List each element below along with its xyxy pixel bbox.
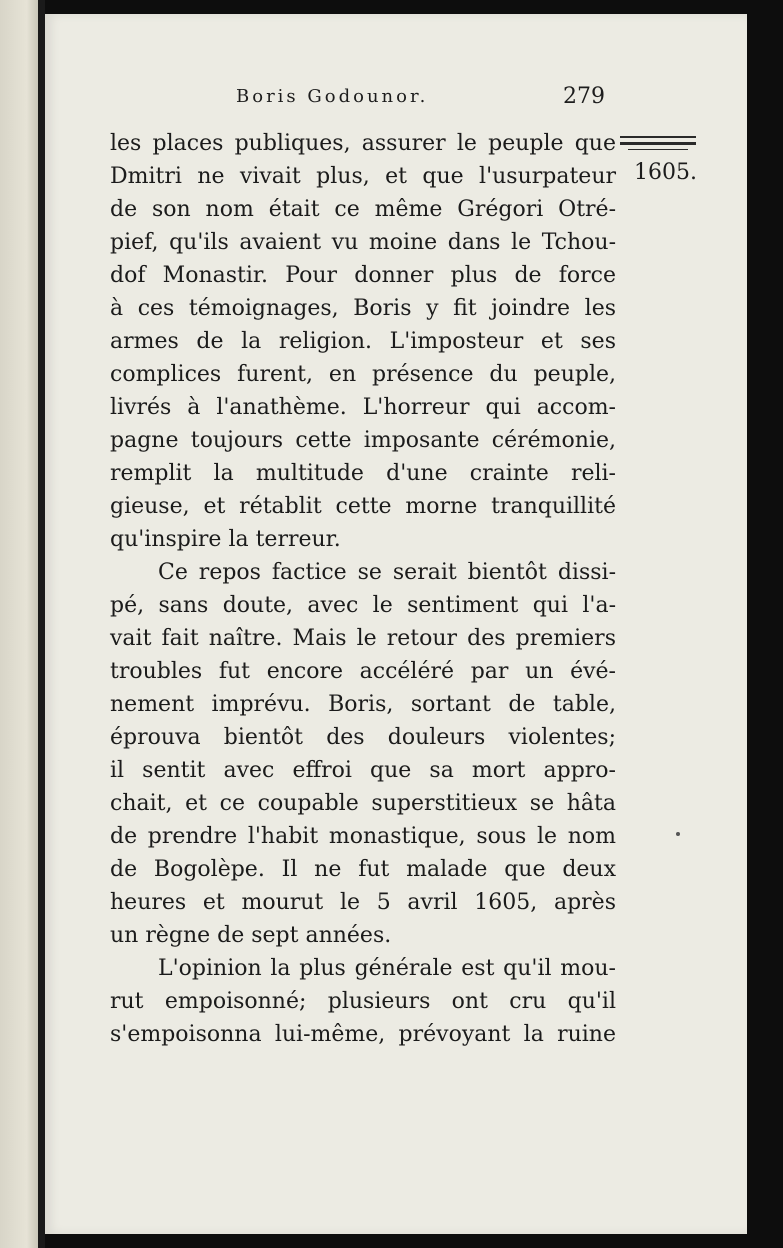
text-line: Dmitri ne vivait plus, et que l'usurpateur — [110, 164, 616, 189]
text-line: livrés à l'anathème. L'horreur qui accom- — [110, 395, 616, 420]
running-title: Boris Godounor. — [236, 86, 429, 107]
text-line: troubles fut encore accéléré par un évé- — [110, 659, 616, 684]
text-line: éprouva bientôt des douleurs violentes; — [110, 725, 616, 750]
book-gutter — [38, 0, 45, 1248]
text-line: un règne de sept années. — [110, 923, 392, 948]
text-line: qu'inspire la terreur. — [110, 527, 341, 552]
text-line: gieuse, et rétablit cette morne tranquillité — [110, 494, 616, 519]
margin-rule — [620, 136, 696, 138]
ink-speck — [676, 832, 680, 836]
text-line: pagne toujours cette imposante cérémonie, — [110, 428, 616, 453]
text-line: de prendre l'habit monastique, sous le nom — [110, 824, 616, 849]
margin-date: 1605. — [634, 160, 697, 185]
margin-rule — [628, 149, 688, 150]
text-line: heures et mourut le 5 avril 1605, après — [110, 890, 616, 915]
text-line: à ces témoignages, Boris y fit joindre les — [110, 296, 616, 321]
text-line: rut empoisonné; plusieurs ont cru qu'il — [110, 989, 616, 1014]
margin-rule — [620, 142, 696, 145]
text-line: dof Monastir. Pour donner plus de force — [110, 263, 616, 288]
text-line: les places publiques, assurer le peuple que — [110, 131, 616, 156]
text-line: remplit la multitude d'une crainte reli- — [110, 461, 616, 486]
facing-page-edge — [0, 0, 38, 1248]
page-number: 279 — [563, 84, 605, 109]
text-line: il sentit avec effroi que sa mort appro- — [110, 758, 616, 783]
text-line: L'opinion la plus générale est qu'il mou- — [158, 956, 616, 981]
text-line: nement imprévu. Boris, sortant de table, — [110, 692, 616, 717]
text-line: de son nom était ce même Grégori Otré- — [110, 197, 616, 222]
text-line: armes de la religion. L'imposteur et ses — [110, 329, 616, 354]
text-line: pé, sans doute, avec le sentiment qui l'a- — [110, 593, 616, 618]
text-line: s'empoisonna lui-même, prévoyant la ruine — [110, 1022, 616, 1047]
text-line: vait fait naître. Mais le retour des premiers — [110, 626, 616, 651]
text-line: pief, qu'ils avaient vu moine dans le Tchou- — [110, 230, 616, 255]
text-line: Ce repos factice se serait bientôt dissi- — [158, 560, 616, 585]
text-line: chait, et ce coupable superstitieux se hâta — [110, 791, 616, 816]
text-line: complices furent, en présence du peuple, — [110, 362, 616, 387]
text-line: de Bogolèpe. Il ne fut malade que deux — [110, 857, 616, 882]
